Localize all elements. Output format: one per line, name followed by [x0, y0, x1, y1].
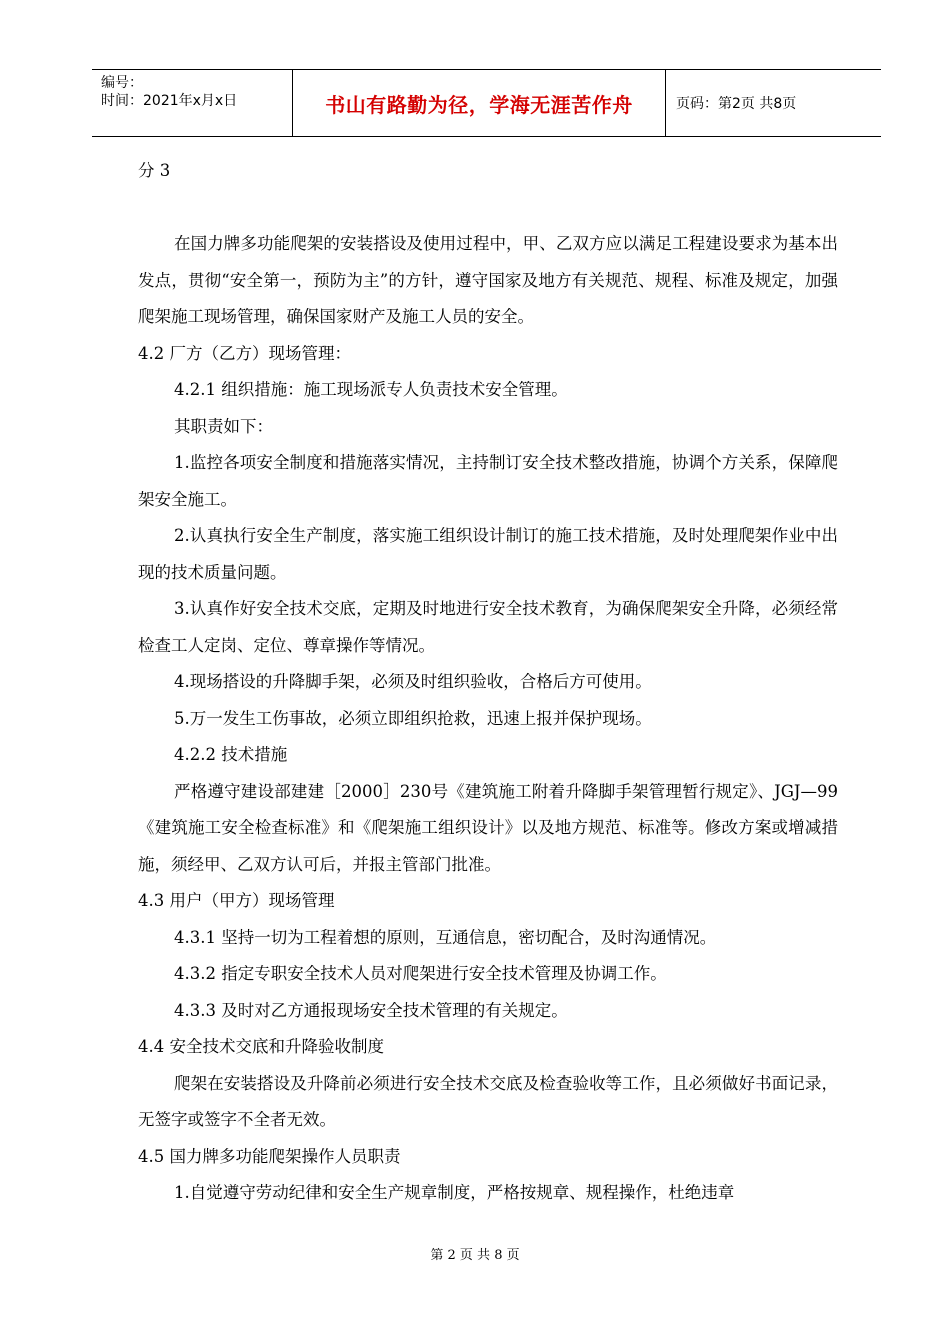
paragraph: 严格遵守建设部建建［2000］230号《建筑施工附着升降脚手架管理暂行规定》、JGJ—99《建筑施工安全检查标准》和《爬架施工组织设计》以及地方规范、标准等。修改方案或增减措施，须经甲、乙双方认可后，并报主管部门批准。 — [138, 781, 838, 874]
time-label: 时间：2021年x月x日 — [101, 93, 238, 109]
paragraph: 爬架在安装搭设及升降前必须进行安全技术交底及检查验收等工作，且必须做好书面记录，无签字或签字不全者无效。 — [138, 1073, 838, 1129]
page-info: 页码：第2页 共8页 — [676, 96, 797, 112]
subsection-heading: 4.3.3 及时对乙方通报现场安全技术管理的有关规定。 — [174, 1000, 568, 1020]
header-motto-cell — [293, 70, 666, 136]
blank-line — [138, 190, 838, 227]
paragraph: 分 3 — [138, 161, 171, 180]
header-page-cell — [666, 70, 881, 136]
serial-label: 编号： — [101, 75, 143, 91]
paragraph: 其职责如下： — [174, 416, 273, 436]
motto-text: 书山有路勤为径，学海无涯苦作舟 — [325, 92, 633, 117]
section-heading: 4.3 用户（甲方）现场管理 — [138, 891, 335, 910]
list-item: 1.自觉遵守劳动纪律和安全生产规章制度，严格按规章、规程操作，杜绝违章 — [174, 1183, 735, 1202]
section-heading: 4.2 厂方（乙方）现场管理： — [138, 343, 351, 363]
subsection-heading: 4.2.2 技术措施 — [174, 745, 288, 764]
list-item: 1.监控各项安全制度和措施落实情况，主持制订安全技术整改措施，协调个方关系，保障爬架安全施工。 — [138, 453, 838, 509]
list-item: 2.认真执行安全生产制度，落实施工组织设计制订的施工技术措施，及时处理爬架作业中出现的技术质量问题。 — [138, 526, 838, 582]
subsection-heading: 4.3.1 坚持一切为工程着想的原则，互通信息，密切配合，及时沟通情况。 — [174, 927, 717, 947]
subsection-heading: 4.3.2 指定专职安全技术人员对爬架进行安全技术管理及协调工作。 — [174, 964, 667, 983]
page-footer: 第 2 页 共 8 页 — [430, 1248, 520, 1263]
page-header — [92, 69, 881, 137]
section-heading: 4.4 安全技术交底和升降验收制度 — [138, 1037, 384, 1056]
header-meta-cell — [92, 70, 293, 136]
list-item: 5.万一发生工伤事故，必须立即组织抢救，迅速上报并保护现场。 — [174, 708, 652, 728]
list-item: 4.现场搭设的升降脚手架，必须及时组织验收，合格后方可使用。 — [174, 672, 652, 691]
paragraph: 在国力牌多功能爬架的安装搭设及使用过程中，甲、乙双方应以满足工程建设要求为基本出发点，贯彻“安全第一，预防为主”的方针，遵守国家及地方有关规范、规程、标准及规定，加强爬架施工现场管理，确保国家财产及施工人员的安全。 — [138, 234, 838, 326]
list-item: 3.认真作好安全技术交底，定期及时地进行安全技术教育，为确保爬架安全升降，必须经常检查工人定岗、定位、尊章操作等情况。 — [138, 599, 838, 655]
section-heading: 4.5 国力牌多功能爬架操作人员职责 — [138, 1146, 401, 1166]
document-body — [138, 153, 838, 1212]
subsection-heading: 4.2.1 组织措施：施工现场派专人负责技术安全管理。 — [174, 380, 568, 399]
